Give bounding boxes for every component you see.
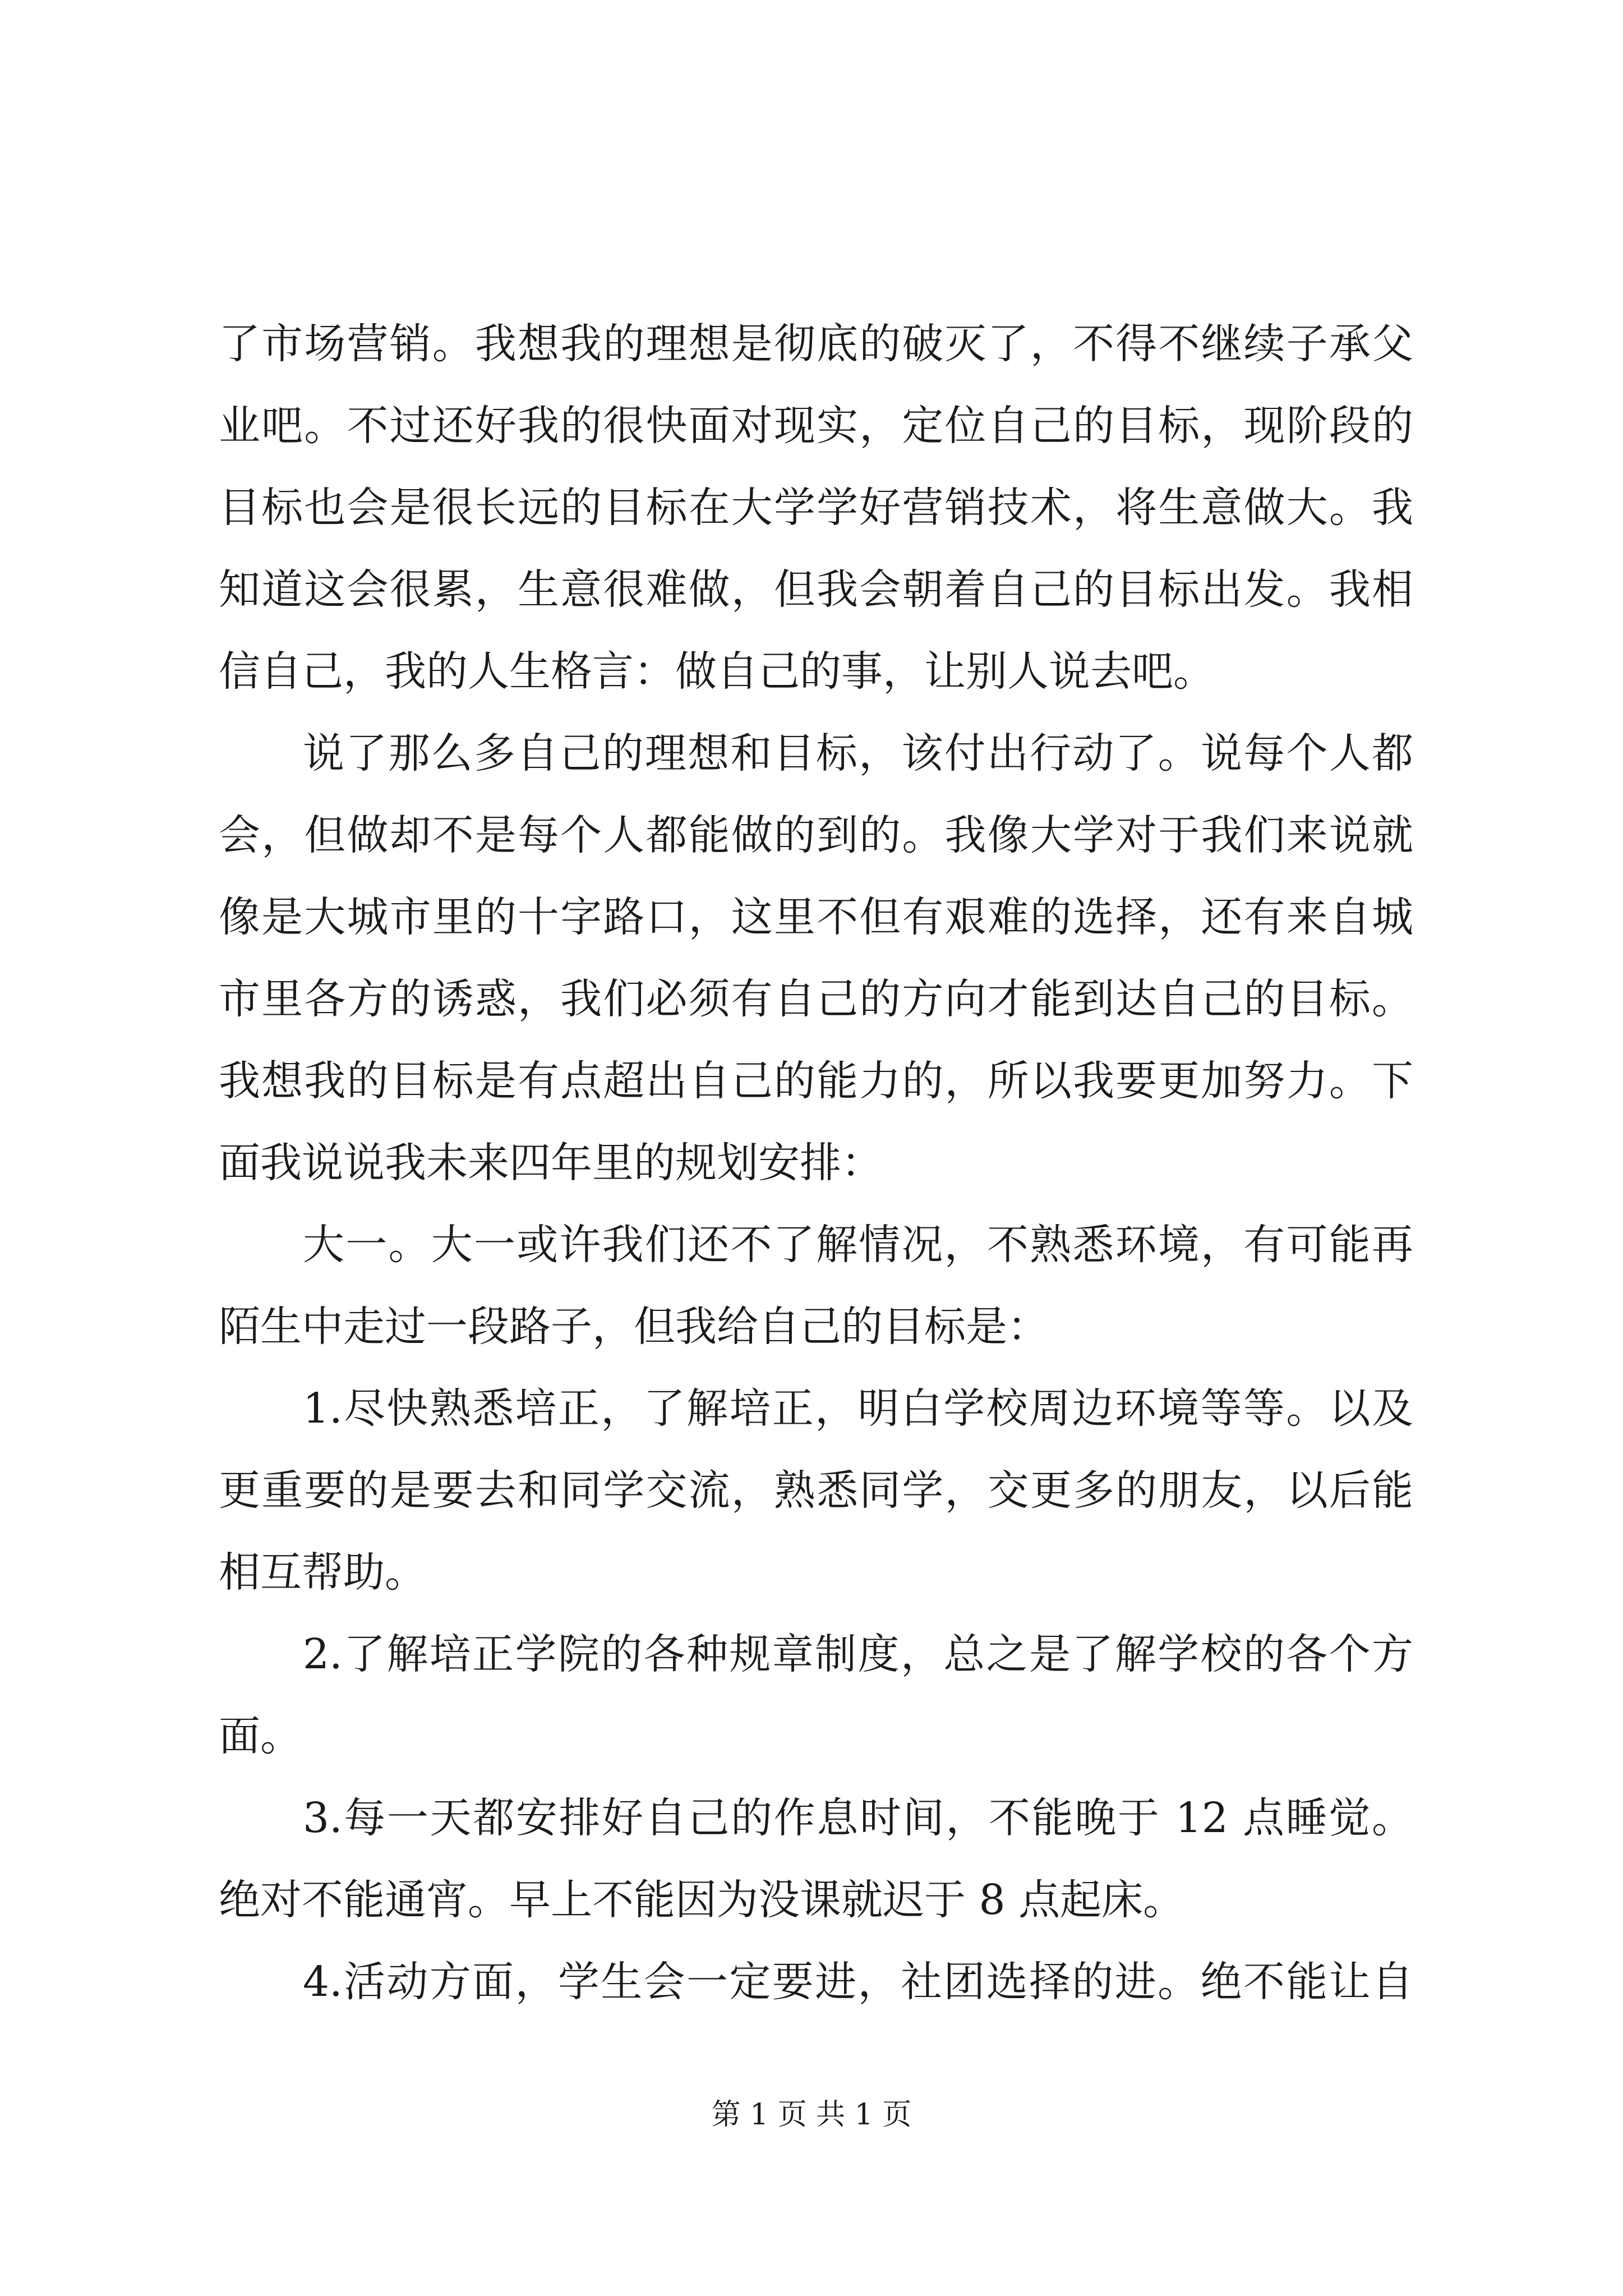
page-footer: 第 1 页 共 1 页 (711, 2098, 912, 2132)
paragraph (219, 1368, 1413, 1613)
paragraph (219, 1941, 1413, 2023)
text-line: 绝对不能通宵。早上不能因为没课就迟于 8 点起床。 (219, 1876, 1185, 1924)
text-line: 相互帮助。 (219, 1548, 426, 1596)
text-line: 会，但做却不是每个人都能做的到的。我像大学对于我们来说就 (219, 811, 1413, 859)
text-line: 像是大城市里的十字路口，这里不但有艰难的选择，还有来自城 (219, 893, 1413, 941)
text-line: 面。 (219, 1712, 302, 1760)
text-line: 业吧。不过还好我的很快面对现实，定位自己的目标，现阶段的 (219, 402, 1413, 450)
paragraph (219, 303, 1413, 712)
text-line: 我想我的目标是有点超出自己的能力的，所以我要更加努力。下 (219, 1057, 1413, 1105)
text-line: 知道这会很累，生意很难做，但我会朝着自己的目标出发。我相 (219, 565, 1413, 614)
paragraph (219, 1613, 1413, 1777)
text-line: 2.了解培正学院的各种规章制度，总之是了解学校的各个方 (303, 1630, 1413, 1678)
text-line: 大一。大一或许我们还不了解情况，不熟悉环境，有可能再 (303, 1221, 1413, 1269)
text-line: 说了那么多自己的理想和目标，该付出行动了。说每个人都 (303, 729, 1413, 777)
text-line: 面我说说我未来四年里的规划安排： (219, 1139, 883, 1187)
text-line: 更重要的是要去和同学交流，熟悉同学，交更多的朋友，以后能 (219, 1466, 1413, 1515)
text-line: 了市场营销。我想我的理想是彻底的破灭了，不得不继续子承父 (219, 320, 1413, 368)
paragraph (219, 712, 1413, 1204)
text-line: 1.尽快熟悉培正，了解培正，明白学校周边环境等等。以及 (303, 1384, 1413, 1433)
text-line: 4.活动方面，学生会一定要进，社团选择的进。绝不能让自 (303, 1958, 1413, 2006)
text-line: 陌生中走过一段路子，但我给自己的目标是： (219, 1303, 1049, 1351)
text-line: 3.每一天都安排好自己的作息时间，不能晚于 12 点睡觉。 (303, 1794, 1413, 1842)
paragraph (219, 1204, 1413, 1368)
text-line: 市里各方的诱惑，我们必须有自己的方向才能到达自己的目标。 (219, 975, 1413, 1023)
text-line: 目标也会是很长远的目标在大学学好营销技术，将生意做大。我 (219, 484, 1413, 532)
document-body (219, 303, 1413, 2023)
paragraph (219, 1777, 1413, 1941)
text-line: 信自己，我的人生格言：做自己的事，让别人说去吧。 (219, 647, 1215, 696)
